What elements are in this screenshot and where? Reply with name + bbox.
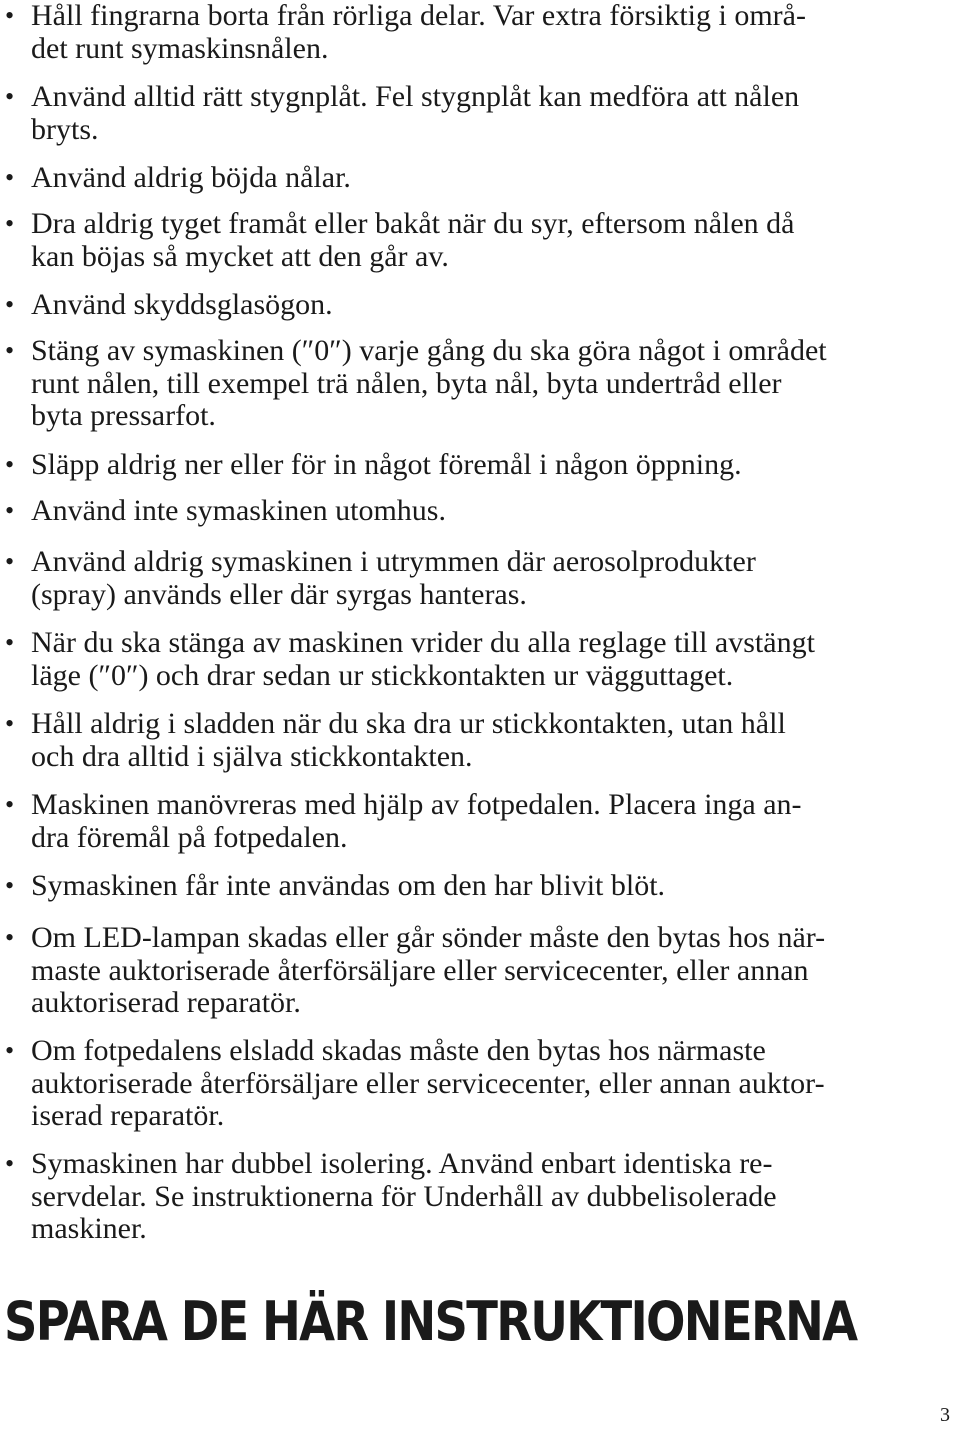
list-item-text: Om fotpedalens elsladd skadas måste den bytas hos närmaste auktoriserade återförsäljare eller servicecenter, eller annan auktor- iserad reparatör.	[31, 1034, 825, 1132]
bullet-dot-icon: •	[5, 1, 15, 30]
list-item	[0, 922, 945, 1020]
bullet-dot-icon: •	[5, 790, 15, 819]
save-instructions-heading: SPARA DE HÄR INSTRUKTIONERNA	[4, 1290, 857, 1353]
list-item-text: Symaskinen får inte användas om den har blivit blöt.	[31, 869, 666, 902]
list-item	[0, 81, 945, 146]
list-item	[0, 495, 945, 528]
page-number: 3	[940, 1404, 950, 1426]
list-item-text: Stäng av symaskinen (″0″) varje gång du ska göra något i området runt nålen, till exempel trä nålen, byta nål, byta undertråd eller byta pressarfot.	[31, 334, 827, 432]
list-item	[0, 789, 945, 854]
list-item-text: Maskinen manövreras med hjälp av fotpedalen. Placera inga an- dra föremål på fotpedalen.	[31, 788, 802, 854]
list-item	[0, 708, 945, 773]
list-item-text: Håll fingrarna borta från rörliga delar. Var extra försiktig i områ- det runt symaskinsnålen.	[31, 0, 806, 65]
bullet-dot-icon: •	[5, 547, 15, 576]
bullet-dot-icon: •	[5, 163, 15, 192]
bullet-dot-icon: •	[5, 923, 15, 952]
bullet-dot-icon: •	[5, 336, 15, 365]
list-item-text: Använd aldrig symaskinen i utrymmen där aerosolprodukter (spray) används eller där syrgas hanteras.	[31, 545, 756, 611]
bullet-dot-icon: •	[5, 496, 15, 525]
list-item-text: Använd aldrig böjda nålar.	[31, 161, 351, 194]
list-item	[0, 162, 945, 195]
list-item	[0, 1148, 945, 1246]
bullet-dot-icon: •	[5, 1149, 15, 1178]
list-item	[0, 289, 945, 322]
list-item-text: Symaskinen har dubbel isolering. Använd enbart identiska re- servdelar. Se instruktionerna för Underhåll av dubbelisolerade maskiner.	[31, 1147, 777, 1245]
bullet-dot-icon: •	[5, 628, 15, 657]
bullet-dot-icon: •	[5, 709, 15, 738]
list-item	[0, 335, 945, 433]
list-item-text: Använd inte symaskinen utomhus.	[31, 494, 446, 527]
bullet-dot-icon: •	[5, 290, 15, 319]
list-item-text: Använd alltid rätt stygnplåt. Fel stygnplåt kan medföra att nålen bryts.	[31, 80, 800, 146]
list-item-text: Släpp aldrig ner eller för in något föremål i någon öppning.	[31, 448, 742, 481]
list-item	[0, 546, 945, 611]
list-item-text: Håll aldrig i sladden när du ska dra ur stickkontakten, utan håll och dra alltid i själva stickkontakten.	[31, 707, 786, 773]
list-item	[0, 627, 945, 692]
list-item-text: Om LED-lampan skadas eller går sönder måste den bytas hos när- maste auktoriserade återförsäljare eller servicecenter, eller annan auktoriserad reparatör.	[31, 921, 826, 1019]
list-item	[0, 208, 945, 273]
bullet-dot-icon: •	[5, 82, 15, 111]
list-item-text: När du ska stänga av maskinen vrider du alla reglage till avstängt läge (″0″) och drar sedan ur stickkontakten ur vägguttaget.	[31, 626, 815, 692]
list-item	[0, 870, 945, 903]
list-item-text: Använd skyddsglasögon.	[31, 288, 333, 321]
bullet-dot-icon: •	[5, 450, 15, 479]
bullet-dot-icon: •	[5, 209, 15, 238]
list-item	[0, 449, 945, 482]
list-item-text: Dra aldrig tyget framåt eller bakåt när du syr, eftersom nålen då kan böjas så mycket att den går av.	[31, 207, 795, 273]
bullet-dot-icon: •	[5, 871, 15, 900]
bullet-dot-icon: •	[5, 1036, 15, 1065]
list-item	[0, 0, 945, 65]
list-item	[0, 1035, 945, 1133]
